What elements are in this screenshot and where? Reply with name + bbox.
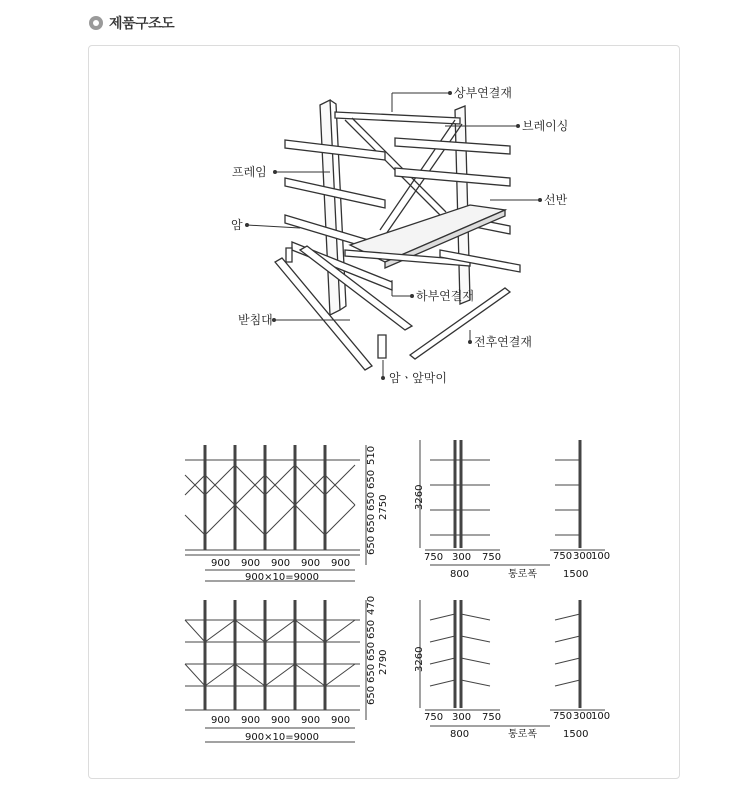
elev2-bay-4: 900 — [301, 715, 321, 726]
side-view-2 — [414, 600, 610, 740]
elev2-total: 900×10=9000 — [245, 732, 320, 743]
side1-aisle: 통로폭 — [508, 569, 537, 580]
side1-d1: 750 — [424, 552, 444, 563]
side2-s1: 750 — [553, 711, 573, 722]
label-arm: 암 — [231, 218, 243, 232]
isometric-rack — [275, 100, 520, 370]
side2-d2: 300 — [452, 712, 472, 723]
label-arm-stopper: 암ㆍ앞막이 — [389, 371, 447, 385]
side1-sum: 800 — [450, 569, 470, 580]
elev2-bay-5: 900 — [331, 715, 351, 726]
elev2-h4: 650 — [366, 619, 377, 639]
elev1-bay-3: 900 — [271, 558, 291, 569]
side2-height: 3260 — [414, 646, 425, 672]
elev1-bay-5: 900 — [331, 558, 351, 569]
label-bottom-tie: 하부연결재 — [416, 289, 474, 303]
elev1-total: 900×10=9000 — [245, 572, 320, 583]
side-view-1 — [414, 440, 610, 580]
side2-s-sum: 1500 — [563, 729, 589, 740]
side2-s2: 300 — [573, 711, 593, 722]
elev1-bay-4: 900 — [301, 558, 321, 569]
side1-d2: 300 — [452, 552, 472, 563]
elev1-h1: 650 — [366, 535, 377, 555]
elev2-bay-2: 900 — [241, 715, 261, 726]
side1-d3: 750 — [482, 552, 502, 563]
side1-s-sum: 1500 — [563, 569, 589, 580]
elev1-top: 510 — [366, 445, 377, 465]
side1-s1: 750 — [553, 551, 573, 562]
elev1-bay-1: 900 — [211, 558, 231, 569]
side1-s3: 100 — [591, 551, 611, 562]
elev2-h1: 650 — [366, 685, 377, 705]
elev2-h3: 650 — [366, 641, 377, 661]
elev1-overall: 2750 — [378, 494, 389, 520]
front-elevation-1 — [185, 445, 389, 583]
side2-s3: 100 — [591, 711, 611, 722]
side2-d1: 750 — [424, 712, 444, 723]
elev2-h2: 650 — [366, 663, 377, 683]
side1-s2: 300 — [573, 551, 593, 562]
elev1-bay-2: 900 — [241, 558, 261, 569]
elev1-h2: 650 — [366, 513, 377, 533]
elev2-bay-3: 900 — [271, 715, 291, 726]
side2-sum: 800 — [450, 729, 470, 740]
label-frame: 프레임 — [232, 165, 267, 179]
label-bracing: 브레이싱 — [522, 119, 569, 133]
elev2-bay-1: 900 — [211, 715, 231, 726]
front-elevation-2 — [185, 596, 389, 743]
label-front-back-tie: 전후연결재 — [474, 335, 532, 349]
elev1-h3: 650 — [366, 491, 377, 511]
label-top-tie: 상부연결재 — [454, 86, 512, 100]
elev2-top: 470 — [366, 595, 377, 615]
label-shelf: 선반 — [544, 193, 568, 207]
elev2-overall: 2790 — [378, 649, 389, 675]
side2-d3: 750 — [482, 712, 502, 723]
label-base: 받침대 — [238, 313, 273, 327]
side1-height: 3260 — [414, 484, 425, 510]
elev1-h4: 650 — [366, 469, 377, 489]
side2-aisle: 통로폭 — [508, 729, 537, 740]
section-title: 제품구조도 — [109, 16, 175, 32]
